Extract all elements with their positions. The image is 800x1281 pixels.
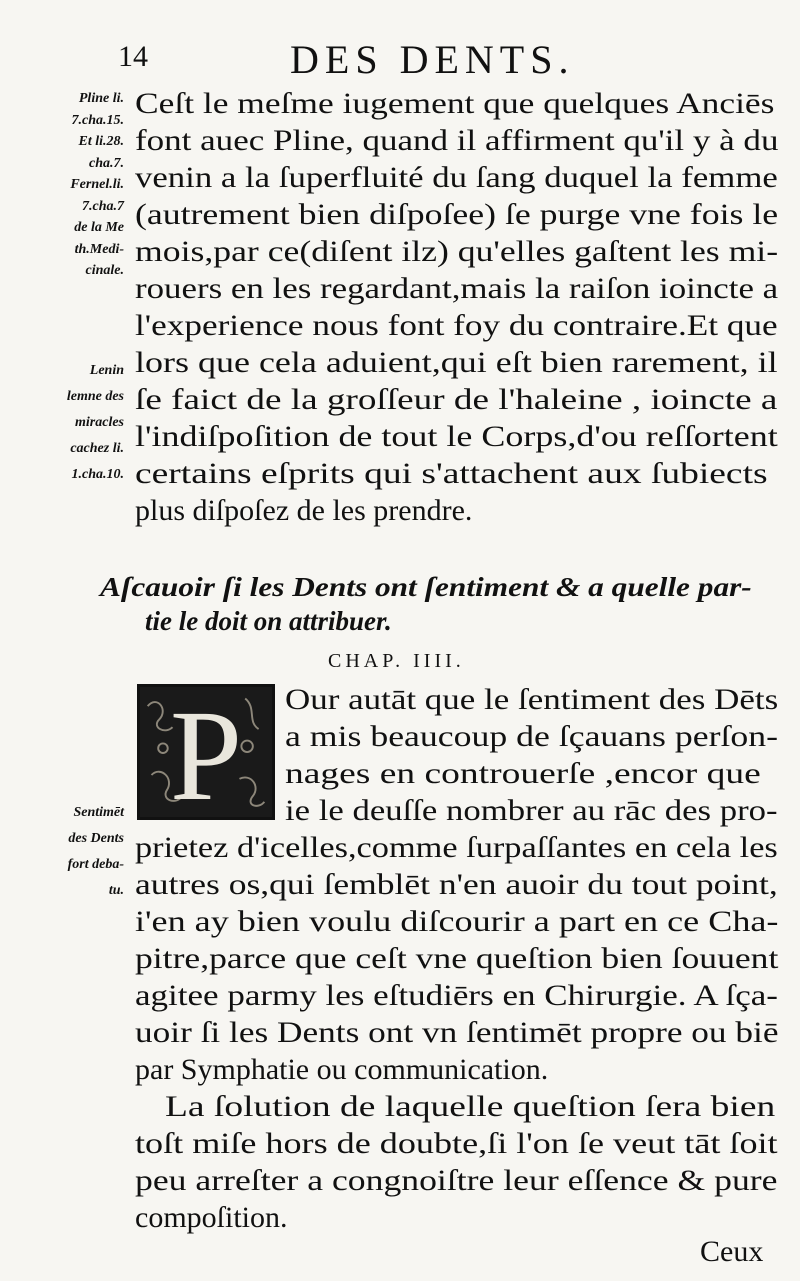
catchword: Ceux: [700, 1235, 764, 1268]
drop-cap-letter: P: [169, 684, 243, 820]
margin-note-line: miracles: [75, 415, 124, 430]
body-line: ſe faict de la groſſeur de l'haleine , ioincte a: [135, 383, 778, 416]
margin-note-lenin: [20, 358, 124, 488]
running-head: DES DENTS.: [290, 37, 575, 82]
chapter-line: pitre,parce que ceſt vne queſtion bien ſouuent: [135, 942, 779, 975]
chapter-line: i'en ay bien voulu diſcourir a part en ce Cha-: [135, 905, 779, 938]
margin-note-line: de la Me: [74, 220, 124, 235]
margin-note-line: des Dents: [68, 831, 124, 846]
drop-cap: [137, 684, 275, 820]
margin-note-line: th.Medi-: [74, 241, 124, 257]
chapter-line: nages en controuerſe ,encor que: [285, 757, 761, 790]
margin-note-sentiment: [20, 800, 124, 904]
body-line: lors que cela aduient,qui eſt bien rarement, il: [135, 346, 778, 379]
chapter-line: ie le deuſſe nombrer au rāc des pro-: [285, 794, 778, 827]
chapter-line: autres os,qui ſemblēt n'en auoir du tout point,: [135, 868, 778, 901]
body-line: rouers en les regardant,mais la raiſon ioincte a: [135, 272, 779, 305]
margin-note-line: Sentimēt: [73, 805, 124, 820]
margin-note-line: cha.7.: [89, 155, 124, 171]
body-line: l'indiſpoſition de tout le Corps,d'ou reſſortent: [135, 420, 778, 453]
margin-note-line: Fernel.li.: [70, 177, 124, 192]
margin-note-line: cinale.: [85, 263, 124, 278]
body-line: plus diſpoſez de les prendre.: [135, 494, 473, 527]
body-line: l'experience nous font foy du contraire.Et que: [135, 309, 778, 342]
body-line: Ceſt le meſme iugement que quelques Anciēs: [135, 87, 775, 120]
margin-note-line: lemne des: [66, 389, 124, 404]
chapter-line: par Symphatie ou communication.: [135, 1053, 549, 1086]
body-line: font auec Pline, quand il affirment qu'il y à du: [135, 124, 779, 157]
margin-note-line: 7.cha.15.: [71, 112, 124, 128]
margin-note-line: Pline li.: [78, 91, 124, 106]
chapter-line: Our autāt que le ſentiment des Dēts: [285, 683, 779, 716]
margin-note-line: fort deba-: [67, 857, 124, 872]
chapter-line: agitee parmy les eſtudiērs en Chirurgie. A ſça-: [135, 979, 778, 1012]
section-heading: Aſcauoir ſi les Dents ont ſentiment & a quelle par-: [100, 572, 752, 602]
margin-note-line: Lenin: [89, 363, 124, 378]
body-line: (autrement bien diſpoſee) ſe purge vne fois le: [135, 198, 779, 231]
margin-note-line: 1.cha.10.: [71, 467, 124, 482]
chapter-line: compoſition.: [135, 1201, 288, 1234]
margin-note-line: tu.: [108, 883, 124, 898]
margin-note-line: 7.cha.7: [82, 198, 124, 214]
margin-note-line: cachez li.: [70, 441, 124, 456]
body-line: venin a la ſuperfluité du ſang duquel la femme: [135, 161, 778, 194]
chapter-line: prietez d'icelles,comme ſurpaſſantes en cela les: [135, 831, 778, 864]
chapter-line: La ſolution de laquelle queſtion ſera bien: [165, 1090, 776, 1123]
page-number: 14: [118, 40, 148, 73]
body-line: mois,par ce(diſent ilz) qu'elles gaſtent les mi-: [135, 235, 779, 268]
chapter-line: peu arreſter a congnoiſtre leur eſſence & pure: [135, 1164, 778, 1197]
chapter-line: uoir ſi les Dents ont vn ſentimēt propre ou biē: [135, 1016, 779, 1049]
body-line: certains eſprits qui s'attachent aux ſubiects: [135, 457, 768, 490]
margin-note-line: Et li.28.: [78, 134, 124, 149]
chapter-line: toſt miſe hors de doubte,ſi l'on ſe veut tāt ſoit: [135, 1127, 778, 1160]
chapter-line: a mis beaucoup de ſçauans perſon-: [285, 720, 779, 753]
chapter-label: CHAP. IIII.: [328, 650, 465, 672]
section-heading: tie le doit on attribuer.: [145, 606, 392, 636]
margin-note-pline: [20, 88, 124, 282]
